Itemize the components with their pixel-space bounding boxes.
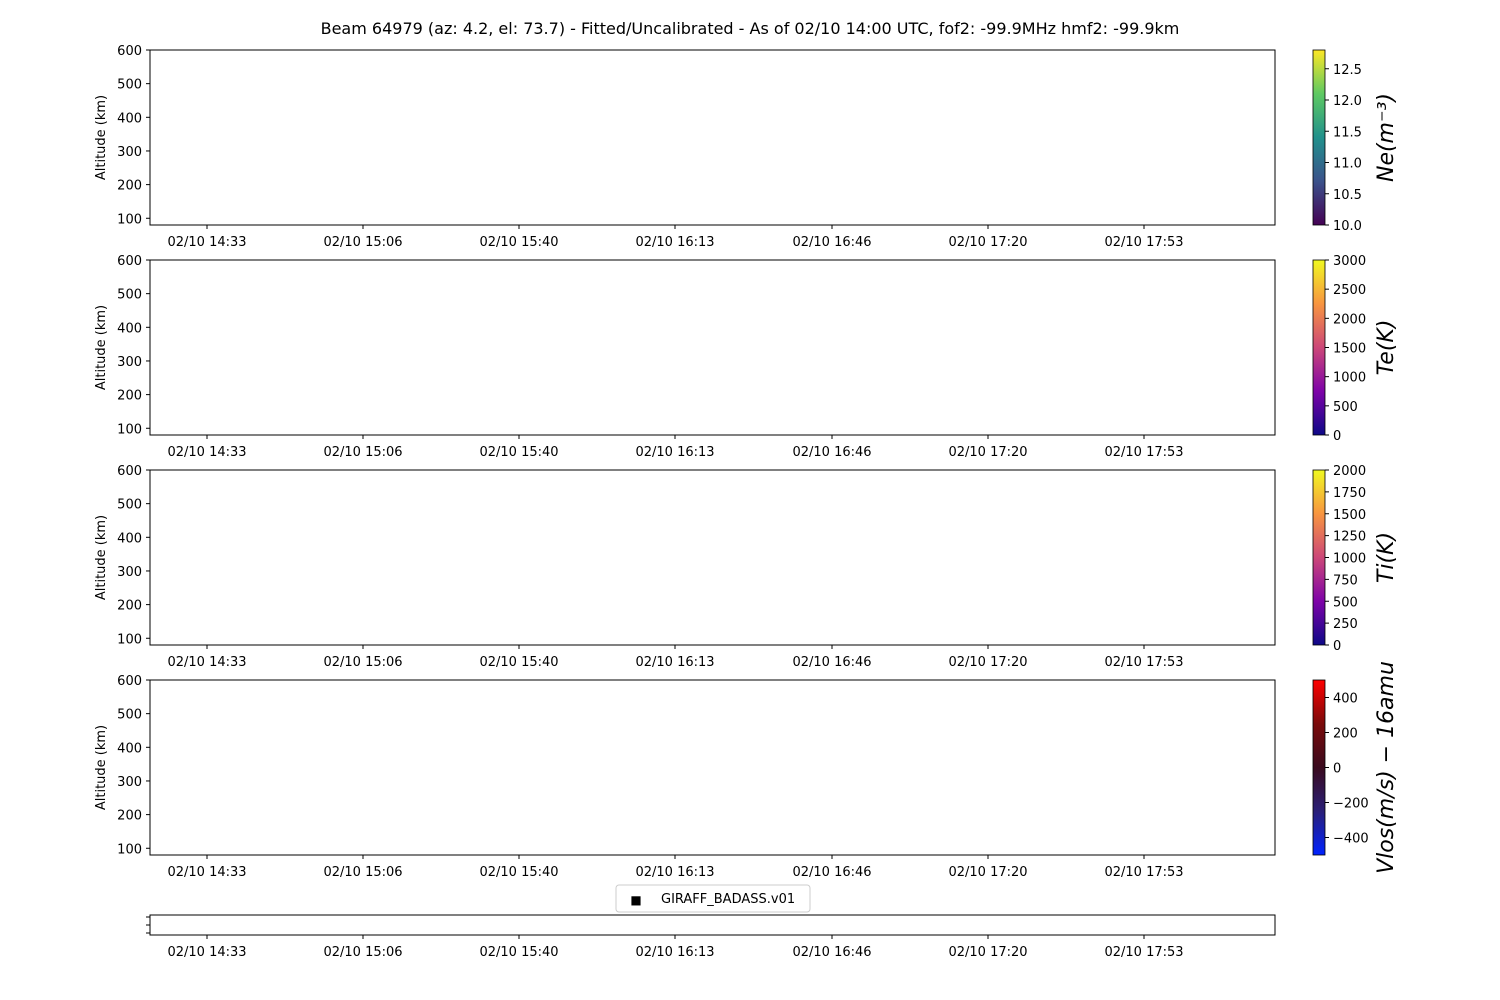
colorbar-tick-label: 0 bbox=[1333, 639, 1342, 654]
x-tick-label: 02/10 16:46 bbox=[792, 655, 872, 670]
x-tick-label: 02/10 15:40 bbox=[479, 235, 559, 250]
colorbar-tick-label: 1750 bbox=[1333, 485, 1367, 501]
y-tick-label: 600 bbox=[117, 464, 142, 479]
y-tick-label: 100 bbox=[117, 422, 142, 438]
plot-area bbox=[150, 260, 1275, 435]
y-tick-label: 400 bbox=[117, 741, 142, 757]
y-axis-label: Altitude (km) bbox=[94, 514, 109, 601]
x-tick-label: 02/10 16:46 bbox=[792, 865, 872, 880]
y-axis-label: Altitude (km) bbox=[94, 304, 109, 391]
colorbar bbox=[1313, 470, 1325, 645]
colorbar-tick-label: 1000 bbox=[1333, 370, 1367, 386]
colorbar-tick-label: −400 bbox=[1333, 831, 1369, 847]
y-tick-label: 200 bbox=[117, 598, 142, 614]
colorbar-tick-label: 10.0 bbox=[1333, 219, 1362, 234]
x-tick-label: 02/10 17:53 bbox=[1104, 655, 1184, 670]
colorbar-tick-label: 12.5 bbox=[1333, 62, 1362, 78]
x-tick-label: 02/10 17:53 bbox=[1104, 865, 1184, 880]
y-tick-label: 500 bbox=[117, 77, 142, 93]
x-tick-label: 02/10 15:40 bbox=[479, 655, 559, 670]
x-tick-label: 02/10 15:06 bbox=[323, 865, 403, 880]
y-tick-label: 500 bbox=[117, 707, 142, 723]
y-tick-label: 600 bbox=[117, 44, 142, 59]
x-tick-label: 02/10 14:33 bbox=[167, 865, 247, 880]
y-tick-label: 500 bbox=[117, 287, 142, 303]
colorbar-label: Vlos(m/s) − 16amu bbox=[1374, 661, 1399, 874]
x-tick-label: 02/10 16:46 bbox=[792, 945, 872, 960]
colorbar-tick-label: 500 bbox=[1333, 595, 1358, 611]
y-tick-label: 200 bbox=[117, 808, 142, 824]
colorbar bbox=[1313, 680, 1325, 855]
colorbar-tick-label: −200 bbox=[1333, 796, 1369, 812]
x-tick-label: 02/10 16:13 bbox=[635, 235, 715, 250]
x-tick-label: 02/10 15:06 bbox=[323, 655, 403, 670]
x-tick-label: 02/10 15:06 bbox=[323, 445, 403, 460]
x-tick-label: 02/10 17:20 bbox=[948, 945, 1028, 960]
plot-area bbox=[150, 680, 1275, 855]
y-tick-label: 100 bbox=[117, 842, 142, 858]
y-tick-label: 300 bbox=[117, 774, 142, 790]
x-tick-label: 02/10 14:33 bbox=[167, 235, 247, 250]
y-tick-label: 400 bbox=[117, 531, 142, 547]
x-tick-label: 02/10 17:53 bbox=[1104, 945, 1184, 960]
x-tick-label: 02/10 17:20 bbox=[948, 865, 1028, 880]
colorbar-label: Ne(m⁻³) bbox=[1374, 92, 1399, 183]
colorbar-tick-label: 3000 bbox=[1333, 254, 1367, 269]
y-tick-label: 200 bbox=[117, 178, 142, 194]
x-tick-label: 02/10 15:40 bbox=[479, 445, 559, 460]
colorbar-tick-label: 11.0 bbox=[1333, 156, 1362, 172]
y-tick-label: 300 bbox=[117, 564, 142, 580]
x-tick-label: 02/10 15:40 bbox=[479, 865, 559, 880]
y-tick-label: 400 bbox=[117, 321, 142, 337]
bottom-plot-area bbox=[150, 915, 1275, 935]
colorbar-tick-label: 11.5 bbox=[1333, 125, 1362, 141]
colorbar-tick-label: 0 bbox=[1333, 429, 1342, 444]
colorbar-tick-label: 1500 bbox=[1333, 507, 1367, 523]
x-tick-label: 02/10 17:20 bbox=[948, 445, 1028, 460]
y-tick-label: 200 bbox=[117, 388, 142, 404]
legend bbox=[616, 885, 810, 912]
x-tick-label: 02/10 16:46 bbox=[792, 235, 872, 250]
panel-2 bbox=[94, 254, 1399, 460]
colorbar-tick-label: 1000 bbox=[1333, 551, 1367, 567]
bottom-strip-panel bbox=[146, 915, 1275, 960]
figure-title: Beam 64979 (az: 4.2, el: 73.7) - Fitted/Uncalibrated - As of 02/10 14:00 UTC, fof2: -99.9MHz hmf2: -99.9km bbox=[320, 19, 1180, 38]
x-tick-label: 02/10 17:53 bbox=[1104, 445, 1184, 460]
colorbar-label: Te(K) bbox=[1374, 319, 1399, 376]
y-tick-label: 400 bbox=[117, 111, 142, 127]
colorbar-tick-label: 0 bbox=[1333, 761, 1342, 777]
colorbar-tick-label: 12.0 bbox=[1333, 94, 1362, 109]
x-tick-label: 02/10 16:13 bbox=[635, 865, 715, 880]
y-tick-label: 300 bbox=[117, 354, 142, 370]
plot-area bbox=[150, 50, 1275, 225]
colorbar-tick-label: 750 bbox=[1333, 573, 1358, 589]
panel-1 bbox=[94, 44, 1399, 250]
x-tick-label: 02/10 17:20 bbox=[948, 655, 1028, 670]
x-tick-label: 02/10 17:20 bbox=[948, 235, 1028, 250]
colorbar-tick-label: 1250 bbox=[1333, 529, 1367, 545]
colorbar-tick-label: 250 bbox=[1333, 617, 1358, 633]
y-tick-label: 100 bbox=[117, 632, 142, 648]
colorbar-tick-label: 500 bbox=[1333, 399, 1358, 415]
x-tick-label: 02/10 14:33 bbox=[167, 945, 247, 960]
colorbar-tick-label: 1500 bbox=[1333, 341, 1367, 357]
x-tick-label: 02/10 15:40 bbox=[479, 945, 559, 960]
x-tick-label: 02/10 14:33 bbox=[167, 445, 247, 460]
panel-3 bbox=[94, 464, 1399, 670]
colorbar-tick-label: 200 bbox=[1333, 726, 1358, 742]
legend-label: GIRAFF_BADASS.v01 bbox=[661, 892, 796, 907]
plot-area bbox=[150, 470, 1275, 645]
colorbar bbox=[1313, 260, 1325, 435]
x-tick-label: 02/10 16:13 bbox=[635, 655, 715, 670]
x-tick-label: 02/10 14:33 bbox=[167, 655, 247, 670]
colorbar-tick-label: 10.5 bbox=[1333, 187, 1362, 203]
colorbar-tick-label: 2000 bbox=[1333, 464, 1367, 479]
colorbar-tick-label: 2000 bbox=[1333, 312, 1367, 328]
legend-marker: ■ bbox=[630, 893, 642, 907]
y-tick-label: 600 bbox=[117, 254, 142, 269]
y-tick-label: 500 bbox=[117, 497, 142, 513]
x-tick-label: 02/10 17:53 bbox=[1104, 235, 1184, 250]
y-tick-label: 100 bbox=[117, 212, 142, 228]
y-axis-label: Altitude (km) bbox=[94, 724, 109, 811]
x-tick-label: 02/10 15:06 bbox=[323, 945, 403, 960]
colorbar-tick-label: 2500 bbox=[1333, 283, 1367, 299]
colorbar-label: Ti(K) bbox=[1374, 531, 1399, 584]
panel-4 bbox=[94, 661, 1399, 880]
y-tick-label: 300 bbox=[117, 144, 142, 160]
x-tick-label: 02/10 16:46 bbox=[792, 445, 872, 460]
x-tick-label: 02/10 15:06 bbox=[323, 235, 403, 250]
x-tick-label: 02/10 16:13 bbox=[635, 445, 715, 460]
y-axis-label: Altitude (km) bbox=[94, 94, 109, 181]
y-tick-label: 600 bbox=[117, 674, 142, 689]
colorbar-tick-label: 400 bbox=[1333, 691, 1358, 707]
colorbar bbox=[1313, 50, 1325, 225]
x-tick-label: 02/10 16:13 bbox=[635, 945, 715, 960]
